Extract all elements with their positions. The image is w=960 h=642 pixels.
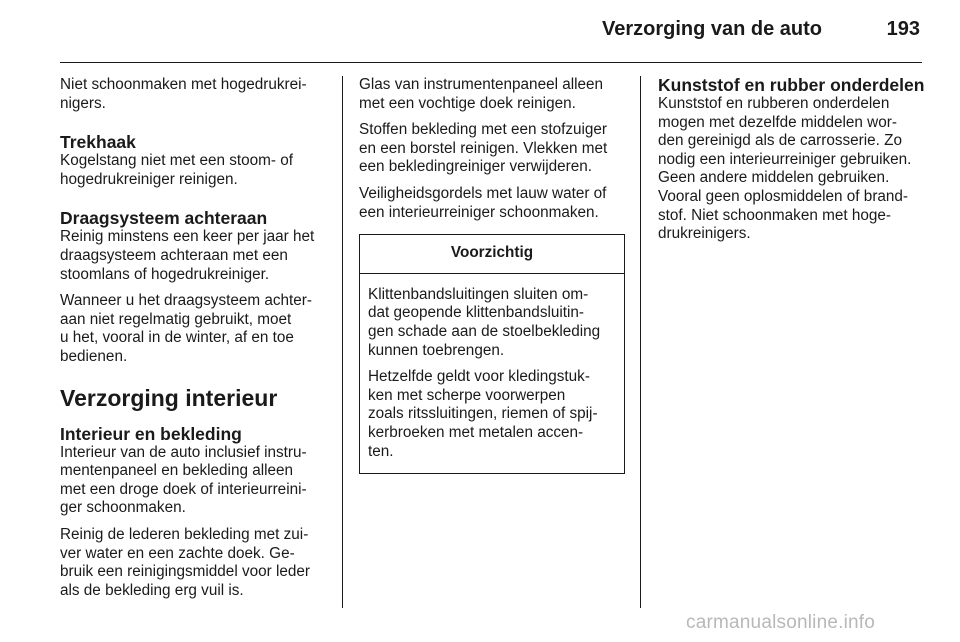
interieur-paragraph-2: Reinig de lederen bekleding met zui- ver water en een zachte doek. Ge- bruik een reinigingsmiddel voor leder als de bekleding erg vuil is. (60, 525, 310, 599)
section-title: Verzorging interieur (60, 384, 278, 411)
gordels-paragraph: Veiligheidsgordels met lauw water of een interieurreiniger schoonmaken. (359, 184, 607, 221)
header-title: Verzorging van de auto (601, 18, 822, 40)
interieur-heading: Interieur en bekleding (60, 423, 242, 444)
column-2 (359, 76, 625, 474)
column-1 (60, 76, 326, 608)
draagsysteem-paragraph-1: Reinig minstens een keer per jaar het draagsysteem achteraan met een stoomlans of hogedrukreiniger. (60, 228, 315, 283)
stoffen-paragraph: Stoffen bekleding met een stofzuiger en een borstel reinigen. Vlekken met een bekledingreiniger verwijderen. (359, 121, 608, 176)
caution-paragraph-1: Klittenbandsluitingen sluiten om- dat geopende klittenbandsluitin- gen schade aan de stoelbekleding kunnen toebrengen. (368, 285, 601, 359)
caution-box (359, 234, 625, 474)
caution-paragraph-2: Hetzelfde geldt voor kledingstuk- ken met scherpe voorwerpen zoals ritssluitingen, riemen of spij- kerbroeken met metalen accen- ten. (368, 368, 598, 460)
trekhaak-paragraph: Kogelstang niet met een stoom- of hogedrukreiniger reinigen. (60, 152, 293, 188)
draagsysteem-paragraph-2: Wanneer u het draagsysteem achter- aan niet regelmatig gebruikt, moet u het, vooral in de winter, af en toe bedienen. (60, 292, 312, 365)
column-3 (658, 76, 926, 252)
intro-paragraph: Niet schoonmaken met hogedrukrei- nigers. (60, 76, 307, 112)
trekhaak-heading: Trekhaak (60, 132, 136, 153)
watermark: carmanualsonline.info (686, 612, 876, 633)
glas-paragraph: Glas van instrumentenpaneel alleen met een vochtige doek reinigen. (359, 76, 604, 112)
caution-body (360, 274, 624, 473)
page-header (60, 0, 922, 63)
interieur-paragraph-1: Interieur van de auto inclusief instru- mentenpaneel en bekleding alleen met een droge doek of interieurreini- ger schoonmaken. (60, 443, 307, 517)
draagsysteem-heading: Draagsysteem achteraan (60, 208, 268, 229)
kunststof-paragraph: Kunststof en rubberen onderdelen mogen met dezelfde middelen wor- den gereinigd als de carrosserie. Zo nodig een interieurreiniger gebruiken. Geen andere middelen gebruiken. Vooral geen oplosmiddelen of brand- stof. Niet schoonmaken met hoge- drukreinigers. (658, 95, 912, 243)
caution-title: Voorzichtig (360, 235, 624, 274)
column-divider-2 (640, 76, 641, 608)
kunststof-heading: Kunststof en rubber onderdelen (658, 75, 925, 95)
page-number: 193 (886, 18, 920, 40)
column-divider-1 (342, 76, 343, 608)
